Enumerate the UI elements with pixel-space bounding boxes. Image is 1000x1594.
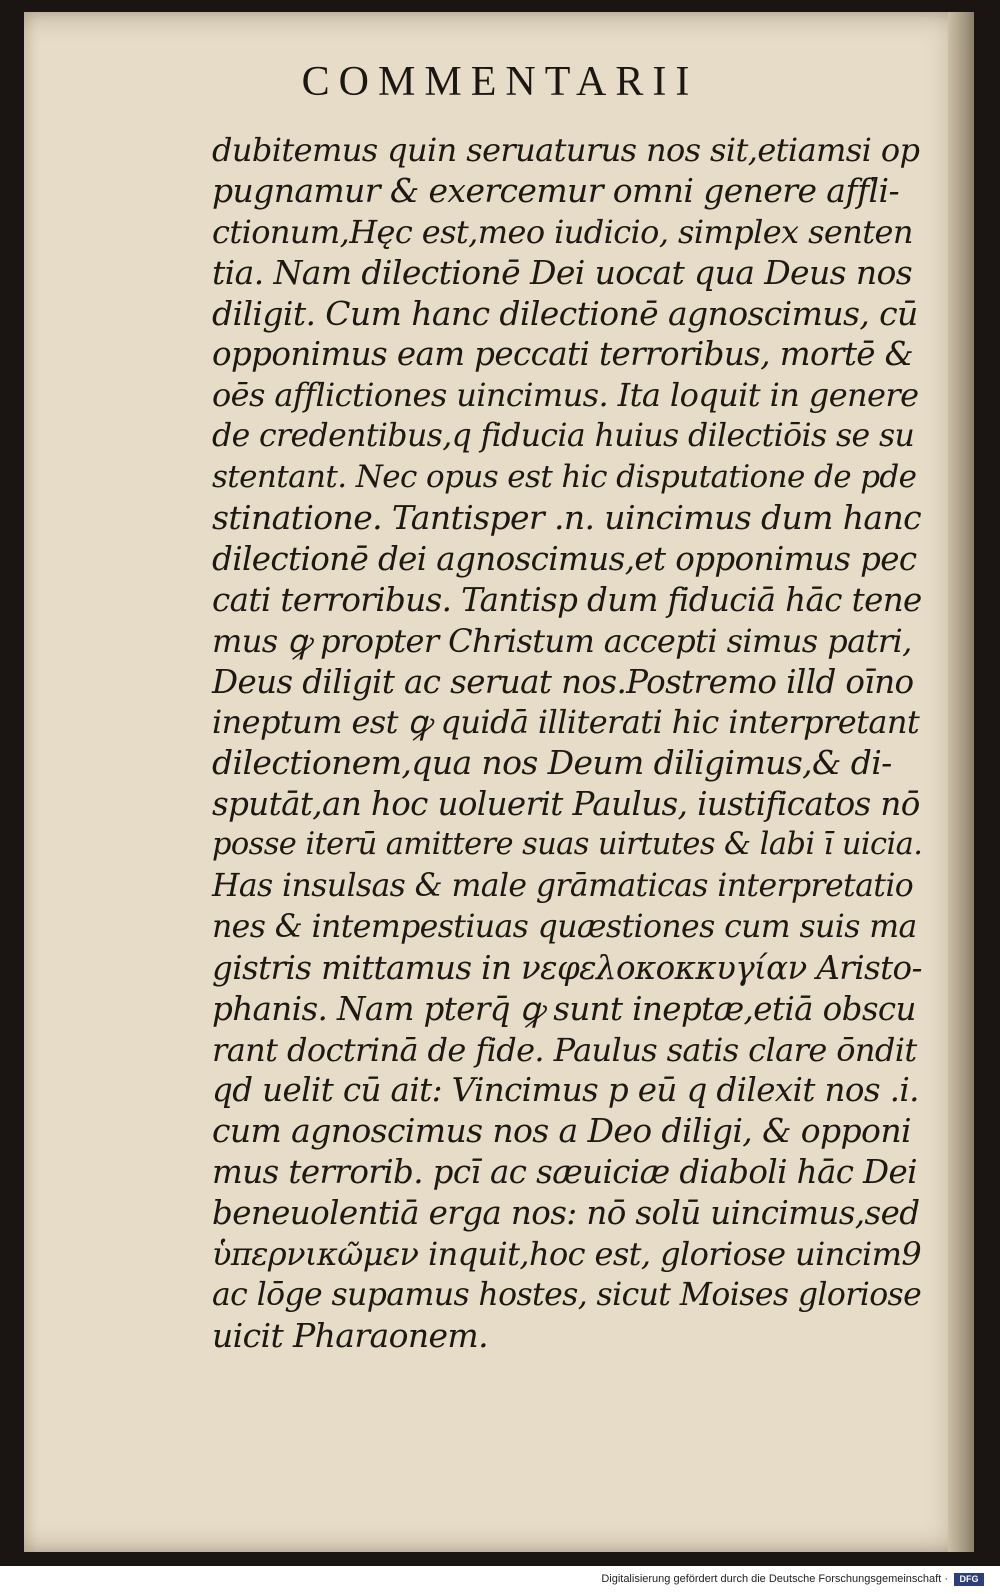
- footer-bar: [0, 1566, 1000, 1594]
- text-line: ineptum est ꝙ quidā illiterati hic interpretant: [212, 703, 920, 742]
- text-line: Has insulsas & male grāmaticas interpretatio: [212, 868, 914, 905]
- text-line: uicit Pharaonem.: [212, 1315, 489, 1355]
- text-line: pugnamur & exercemur omni genere affli-: [212, 170, 900, 210]
- text-line: ctionum,Hęc est,meo iudicio, simplex senten: [212, 212, 913, 251]
- text-line: Deus diligit ac seruat nos.Postremo illd oīno: [212, 662, 914, 701]
- body-text: [212, 130, 922, 1357]
- text-line: stentant. Nec opus est hic disputatione de pde: [212, 459, 917, 496]
- text-line: dilectionem,qua nos Deum diligimus,& di-: [212, 743, 892, 783]
- text-line: qd uelit cū ait: Vincimus p eū q dilexit nos .i.: [212, 1071, 919, 1110]
- text-line: oēs afflictiones uincimus. Ita loquit in genere: [212, 376, 919, 415]
- text-line: nes & intempestiuas quæstiones cum suis ma: [212, 908, 917, 945]
- text-line: gistris mittamus in νεφελοκοκκυγίαν Aristo-: [212, 948, 922, 987]
- text-line: rant doctrinā de fide. Paulus satis clare ōndit: [212, 1030, 917, 1069]
- dfg-logo: DFG: [954, 1573, 984, 1586]
- digitization-credit: Digitalisierung gefördert durch die Deutsche Forschungsgemeinschaft ·: [601, 1573, 948, 1585]
- text-line: ὑπερνικῶμεν inquit,hoc est, gloriose uincim9: [212, 1235, 922, 1274]
- text-line: mus ꝙ propter Christum accepti simus patri,: [212, 621, 912, 660]
- text-line: cati terroribus. Tantisp dum fiduciā hāc tene: [212, 580, 922, 619]
- text-line: opponimus eam peccati terroribus, mortē &: [212, 335, 914, 374]
- text-line: de credentibus,q fiducia huius dilectiōis se su: [212, 418, 915, 455]
- text-line: cum agnoscimus nos a Deo diligi, & opponi: [212, 1111, 911, 1151]
- text-line: sputāt,an hoc uoluerit Paulus, iustificatos nō: [212, 785, 920, 824]
- text-line: ac lōge supamus hostes, sicut Moises gloriose: [212, 1276, 922, 1313]
- page-gutter-edge: [948, 12, 974, 1552]
- running-head: COMMENTARII: [301, 59, 699, 105]
- text-line: dubitemus quin seruaturus nos sit,etiamsi op: [212, 131, 920, 169]
- text-line: posse iterū amittere suas uirtutes & labi ī uicia.: [212, 827, 923, 863]
- text-line: tia. Nam dilectionē Dei uocat qua Deus nos: [212, 252, 913, 292]
- text-line: phanis. Nam pterq̄ ꝙ sunt ineptæ,etiā obscu: [212, 989, 916, 1028]
- text-line: diligit. Cum hanc dilectionē agnoscimus, cū: [212, 293, 918, 333]
- text-line: beneuolentiā erga nos: nō solū uincimus,sed: [212, 1194, 920, 1233]
- text-line: dilectionē dei agnoscimus,et opponimus pec: [212, 539, 917, 578]
- text-line: stinatione. Tantisper .n. uincimus dum hanc: [212, 498, 921, 538]
- text-line: mus terrorib. pcī ac sæuiciæ diaboli hāc Dei: [212, 1153, 917, 1192]
